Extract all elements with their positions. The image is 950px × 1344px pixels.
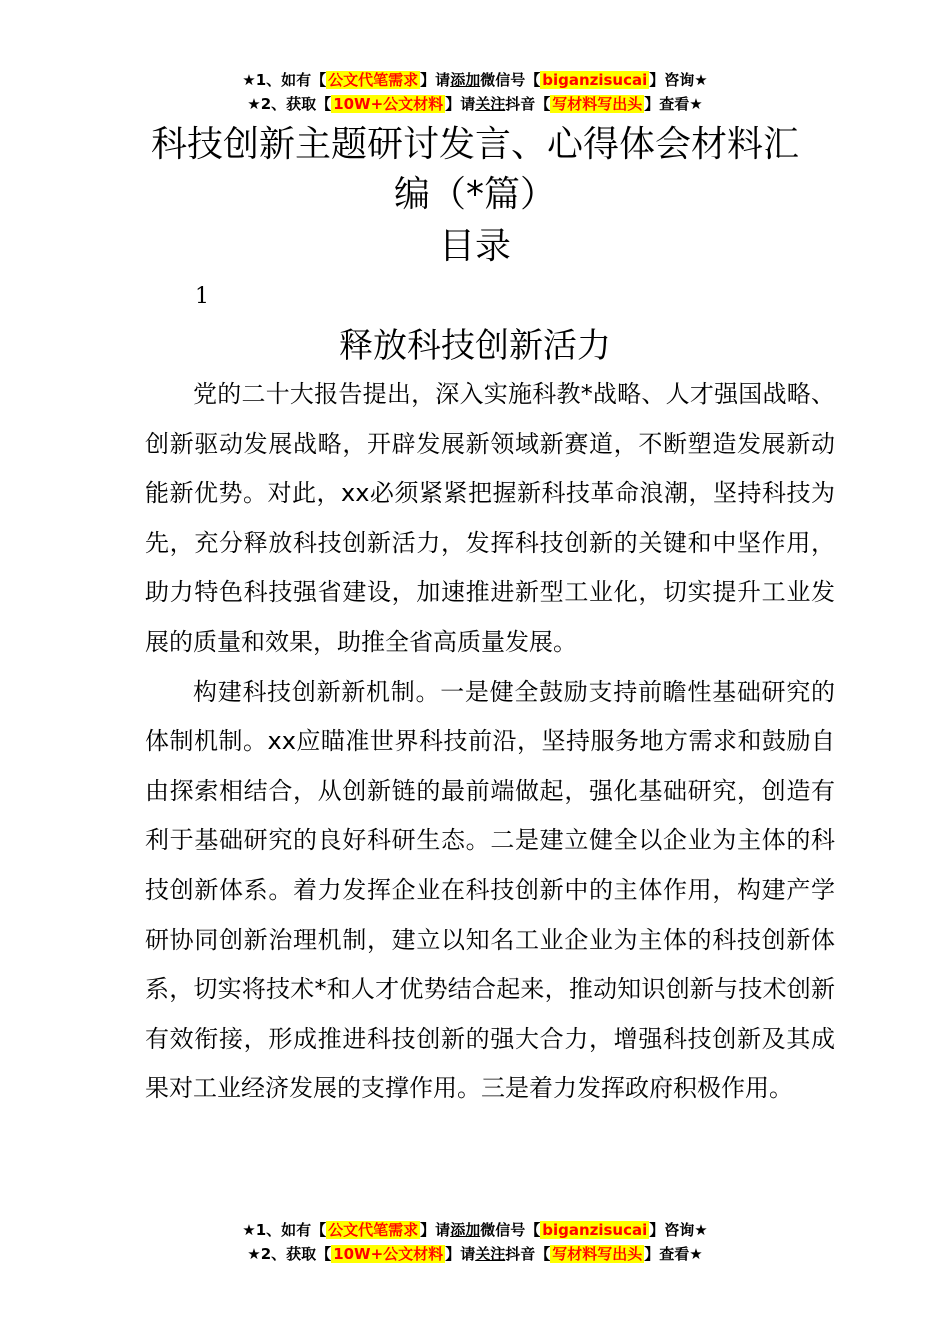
banner-text: 】查看★ [644, 1245, 703, 1263]
banner-text: ★1、如有【 [242, 1221, 327, 1239]
banner-text: 微信号【 [480, 1221, 541, 1239]
banner-highlight: 公文代笔需求 [328, 71, 419, 89]
banner-highlight: 10W+公文材料 [333, 1245, 444, 1263]
banner-text: ★2、获取【 [247, 1245, 332, 1263]
banner-text: 】请 [420, 71, 451, 89]
banner-text: ★1、如有【 [242, 71, 327, 89]
header-banner [0, 68, 950, 116]
banner-douyin-id: 写材料写出头 [552, 1245, 643, 1263]
banner-text: 】咨询★ [649, 71, 708, 89]
section-title: 释放科技创新活力 [339, 326, 611, 366]
banner-text: 】请 [445, 1245, 476, 1263]
banner-text: 】请 [445, 95, 476, 113]
body-text [145, 370, 835, 1114]
banner-underlined: 添加 [450, 71, 481, 89]
banner-line-1 [0, 68, 950, 92]
banner-text: 】查看★ [644, 95, 703, 113]
banner-highlight: 10W+公文材料 [333, 95, 444, 113]
banner-underlined: 添加 [450, 1221, 481, 1239]
banner-douyin-id: 写材料写出头 [552, 95, 643, 113]
banner-line-2 [0, 92, 950, 116]
paragraph: 构建科技创新新机制。一是健全鼓励支持前瞻性基础研究的体制机制。xx应瞄准世界科技前沿，坚持服务地方需求和鼓励自由探索相结合，从创新链的最前端做起，强化基础研究，创造有利于基础研究的良好科研生态。二是建立健全以企业为主体的科技创新体系。着力发挥企业在科技创新中的主体作用，构建产学研协同创新治理机制，建立以知名工业企业为主体的科技创新体系，切实将技术*和人才优势结合起来，推动知识创新与技术创新有效衔接，形成推进科技创新的强大合力，增强科技创新及其成果对工业经济发展的支撑作用。三是着力发挥政府积极作用。 [145, 677, 835, 1103]
banner-underlined: 关注 [475, 1245, 506, 1263]
banner-wechat-id: biganzisucai [542, 71, 648, 89]
banner-text: ★2、获取【 [247, 95, 332, 113]
banner-highlight: 公文代笔需求 [328, 1221, 419, 1239]
document-title: 科技创新主题研讨发言、心得体会材料汇编（*篇） [150, 124, 799, 215]
banner-line-2 [0, 1242, 950, 1266]
footer-banner [0, 1218, 950, 1266]
banner-wechat-id: biganzisucai [542, 1221, 648, 1239]
banner-text: 】请 [420, 1221, 451, 1239]
banner-text: 】咨询★ [649, 1221, 708, 1239]
banner-text: 抖音【 [505, 95, 551, 113]
banner-text: 微信号【 [480, 71, 541, 89]
banner-line-1 [0, 1218, 950, 1242]
toc-heading: 目录 [438, 226, 511, 267]
banner-text: 抖音【 [505, 1245, 551, 1263]
section-number: 1 [195, 284, 209, 309]
paragraph: 党的二十大报告提出，深入实施科教*战略、人才强国战略、创新驱动发展战略，开辟发展新领域新赛道，不断塑造发展新动能新优势。对此，xx必须紧紧把握新科技革命浪潮，坚持科技为先，充分释放科技创新活力，发挥科技创新的关键和中坚作用，助力特色科技强省建设，加速推进新型工业化，切实提升工业发展的质量和效果，助推全省高质量发展。 [145, 380, 835, 656]
banner-underlined: 关注 [475, 95, 506, 113]
